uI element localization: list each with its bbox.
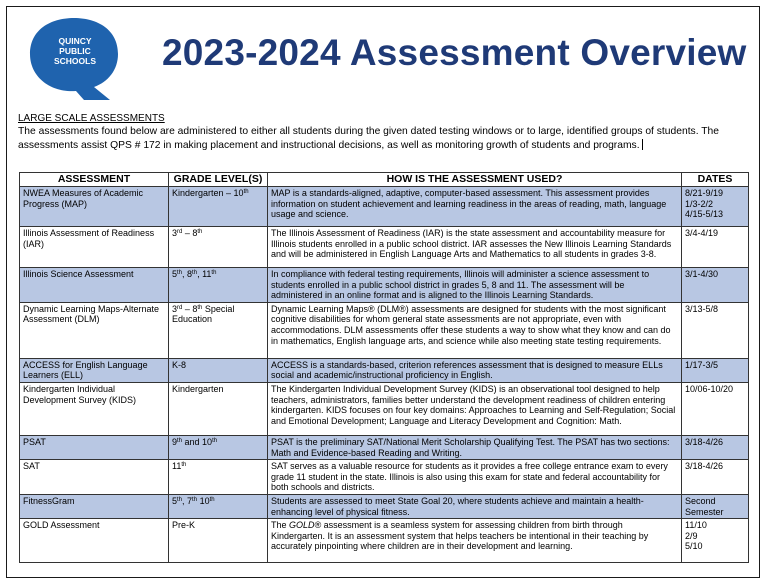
testing-dates-cell	[682, 227, 749, 268]
testing-date-window: 3/1-4/30	[685, 269, 719, 279]
grade-text: , 7	[182, 495, 193, 506]
section-heading: LARGE SCALE ASSESSMENTS	[18, 113, 165, 124]
grade-text: 5	[172, 269, 178, 279]
grade-level-cell	[169, 382, 268, 435]
grade-ordinal-suffix: th	[243, 189, 249, 195]
assessment-name-cell: GOLD Assessment	[20, 519, 169, 563]
grade-text: – 8	[182, 303, 198, 314]
description-text: The Kindergarten Individual Development Survey (KIDS) is an observational tool designed to help teachers, administrators, families better understand the development readiness of children entering kindergarten. KIDS focuses on four key domains: Approaches to Learning and Self-Regulation; Social and Emotional Development; Language and Literacy Development and Cognition: Math.	[271, 383, 676, 426]
testing-date-window: 3/18-4/26	[685, 436, 724, 447]
grade-ordinal-suffix: th	[211, 270, 217, 276]
logo-line-1: QUINCY	[58, 36, 92, 46]
grade-level-cell	[169, 494, 268, 518]
assessment-name-cell: FitnessGram	[20, 494, 169, 518]
testing-date-window: 11/10	[685, 520, 707, 531]
testing-date-window: 4/15-5/13	[685, 209, 724, 220]
assessment-description-cell	[268, 358, 682, 382]
assessment-table	[19, 172, 749, 563]
grade-level-cell	[169, 187, 268, 227]
grade-text: and 10	[182, 436, 213, 447]
table-row	[20, 494, 749, 518]
header-dates: DATES	[682, 173, 749, 187]
assessment-description-cell	[268, 435, 682, 459]
table-row	[20, 358, 749, 382]
table-row	[20, 187, 749, 227]
table-body	[20, 187, 749, 563]
grade-ordinal-suffix: rd	[177, 229, 183, 235]
grade-ordinal-suffix: th	[181, 462, 187, 469]
table-row	[20, 382, 749, 435]
description-text: The Illinois Assessment of Readiness (IAR) is the state assessment and accountability measure for Illinois students enrolled in a public school district. IAR assesses the New Illinois Learning Standards and will be administered in English Language Arts and Mathematics to all students in grades 3-8.	[271, 228, 672, 260]
description-text: PSAT is the preliminary SAT/National Merit Scholarship Qualifying Test. The PSAT has two sections: Math and Evidence-based Reading and Writing.	[271, 436, 670, 458]
testing-dates-cell	[682, 460, 749, 495]
grade-level-cell	[169, 519, 268, 563]
description-text: SAT serves as a valuable resource for students as it provides a free college entrance exam to every grade 11 student in the state. Illinois is also using this exam for state and federal accountability for both schools and districts.	[271, 461, 668, 493]
grade-ordinal-suffix: th	[212, 437, 218, 444]
assessment-description-cell	[268, 519, 682, 563]
testing-date-window: 3/4-4/19	[685, 228, 719, 238]
testing-date-window: 3/18-4/26	[685, 461, 724, 472]
testing-date-window: 5/10	[685, 541, 703, 552]
grade-text: 3	[172, 303, 178, 314]
grade-level-cell	[169, 435, 268, 459]
description-emphasis: GOLD®	[289, 520, 322, 531]
assessment-description-cell	[268, 268, 682, 303]
testing-date-window: 1/3-2/2	[685, 198, 714, 209]
grade-text: , 8	[182, 269, 193, 279]
testing-dates-cell	[682, 382, 749, 435]
grade-text: 11	[172, 461, 182, 472]
grade-ordinal-suffix: th	[177, 270, 183, 276]
grade-level-cell	[169, 358, 268, 382]
text-cursor	[642, 139, 643, 150]
table-row	[20, 519, 749, 563]
table-row	[20, 460, 749, 495]
grade-text: , 11	[197, 269, 212, 279]
intro-paragraph	[18, 125, 748, 153]
header-assessment: ASSESSMENT	[20, 173, 169, 187]
description-text: Students are assessed to meet State Goal 20, where students achieve and maintain a health-enhancing level of physical fitness.	[271, 495, 644, 517]
description-text: MAP is a standards-aligned, adaptive, computer-based assessment. This assessment provides information on student achievement and learning readiness in the areas of reading, math, language usage and science.	[271, 188, 667, 220]
grade-ordinal-suffix: th	[209, 496, 215, 503]
header-how-used: HOW IS THE ASSESSMENT USED?	[268, 173, 682, 187]
assessment-name-cell: ACCESS for English Language Learners (ELL)	[20, 358, 169, 382]
assessment-description-cell	[268, 227, 682, 268]
testing-dates-cell	[682, 494, 749, 518]
grade-ordinal-suffix: th	[197, 229, 203, 235]
grade-text: 3	[172, 228, 178, 238]
testing-dates-cell	[682, 302, 749, 358]
grade-text: K-8	[172, 359, 187, 370]
logo-line-3: SCHOOLS	[53, 56, 97, 66]
grade-ordinal-suffix: th	[177, 496, 183, 503]
table-row	[20, 227, 749, 268]
assessment-description-cell	[268, 187, 682, 227]
testing-date-window: 2/9	[685, 530, 698, 541]
grade-text: Kindergarten	[172, 383, 224, 394]
assessment-name-cell: NWEA Measures of Academic Progress (MAP)	[20, 187, 169, 227]
grade-text: Kindergarten – 10	[172, 188, 244, 198]
grade-text: 10	[197, 495, 210, 506]
testing-date-window: 10/06-10/20	[685, 383, 734, 394]
table-row	[20, 435, 749, 459]
testing-date-window: Second Semester	[685, 495, 724, 517]
testing-dates-cell	[682, 435, 749, 459]
grade-text: Pre-K	[172, 520, 196, 531]
assessment-description-cell	[268, 494, 682, 518]
assessment-name-cell: Illinois Science Assessment	[20, 268, 169, 303]
testing-date-window: 8/21-9/19	[685, 188, 724, 198]
description-text: assessment is a seamless system for assessing children from birth through Kindergarten. It is an assessment system that helps teachers be intentional in their teaching by accurately pinpointing where children are in their development and learning.	[271, 520, 649, 552]
quincy-public-schools-logo	[24, 14, 124, 102]
testing-date-window: 3/13-5/8	[685, 303, 719, 314]
header-grade-levels: GRADE LEVEL(S)	[169, 173, 268, 187]
grade-ordinal-suffix: th	[197, 304, 203, 311]
assessment-name-cell: PSAT	[20, 435, 169, 459]
testing-dates-cell	[682, 268, 749, 303]
description-text: The	[271, 520, 290, 531]
testing-dates-cell	[682, 187, 749, 227]
table-header-row	[20, 173, 749, 187]
grade-level-cell	[169, 460, 268, 495]
assessment-description-cell	[268, 302, 682, 358]
grade-ordinal-suffix: th	[192, 496, 198, 503]
assessment-name-cell: Kindergarten Individual Development Survey (KIDS)	[20, 382, 169, 435]
assessment-name-cell: Illinois Assessment of Readiness (IAR)	[20, 227, 169, 268]
testing-dates-cell	[682, 519, 749, 563]
page-title: 2023-2024 Assessment Overview	[162, 32, 747, 73]
assessment-description-cell	[268, 460, 682, 495]
grade-ordinal-suffix: th	[192, 270, 198, 276]
description-text: In compliance with federal testing requirements, Illinois will administer a science assessment to students enrolled in a public school district in grades 5, 8 and 11. The assessment will be administered in an online format and is aligned to the Illinois Learning Standards.	[271, 269, 650, 301]
grade-text: 9	[172, 436, 178, 447]
grade-ordinal-suffix: rd	[177, 304, 183, 311]
grade-text: – 8	[182, 228, 198, 238]
description-text: ACCESS is a standards-based, criterion references assessment that is designed to measure ELLs social and academic/instructional proficiency in English.	[271, 359, 663, 381]
intro-text: The assessments found below are administered to either all students during the given dated testing windows or to large, identified groups of students. The assessments assist QPS # 172 in making placement and instructional decisions, as well as monitoring growth of students and programs.	[18, 126, 719, 151]
grade-text: Special Education	[172, 303, 235, 325]
grade-text: 5	[172, 495, 178, 506]
testing-date-window: 1/17-3/5	[685, 359, 719, 370]
testing-dates-cell	[682, 358, 749, 382]
assessment-description-cell	[268, 382, 682, 435]
description-text: Dynamic Learning Maps® (DLM®) assessments are designed for students with the most significant cognitive disabilities for whom general state assessments are not appropriate, even with accommodations. DLM assessments offer these students a way to show what they know and can do in mathematics, English language arts, and science while also meeting state testing requirements.	[271, 303, 671, 346]
assessment-name-cell: Dynamic Learning Maps-Alternate Assessment (DLM)	[20, 302, 169, 358]
logo-line-2: PUBLIC	[59, 46, 91, 56]
grade-level-cell	[169, 227, 268, 268]
grade-level-cell	[169, 302, 268, 358]
table-row	[20, 302, 749, 358]
grade-level-cell	[169, 268, 268, 303]
grade-ordinal-suffix: th	[177, 437, 183, 444]
assessment-name-cell: SAT	[20, 460, 169, 495]
table-row	[20, 268, 749, 303]
